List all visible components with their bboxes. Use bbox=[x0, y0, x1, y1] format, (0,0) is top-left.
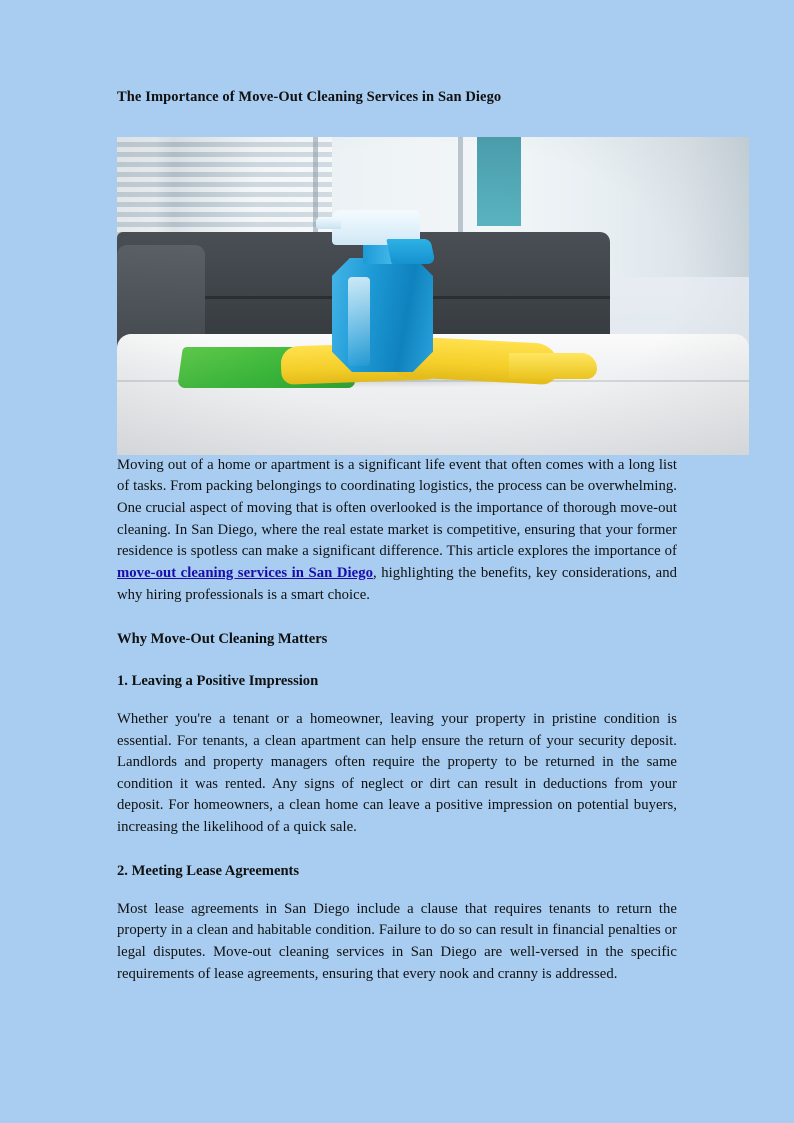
page-title: The Importance of Move-Out Cleaning Services in San Diego bbox=[117, 89, 502, 105]
intro-text-part-2: , highlighting the benefits, key considerations, and why hiring professionals is a smart choice. bbox=[117, 564, 677, 603]
intro-text-part-1: Moving out of a home or apartment is a significant life event that often comes with a long list of tasks. From packing belongings to coordinating logistics, the process can be overwhelming. One crucial aspect of moving that is often overlooked is the importance of thorough move-out cleaning. In San Diego, where the real estate market is competitive, ensuring that your former residence is spotless can make a significant difference. This article explores the importance of bbox=[117, 456, 677, 560]
subsection-body-leaving-a-positive-impression: Whether you're a tenant or a homeowner, leaving your property in pristine condition is essential. For tenants, a clean apartment can help ensure the return of your security deposit. Landlords and property managers often require the property to be returned in the same condition it was rented. Any signs of neglect or dirt can result in deductions from your deposit. For homeowners, a clean home can leave a positive impression on potential buyers, increasing the likelihood of a quick sale. bbox=[117, 711, 677, 836]
subsection-body-meeting-lease-agreements: Most lease agreements in San Diego include a clause that requires tenants to return the property in a clean and habitable condition. Failure to do so can result in financial penalties or legal disputes. Move-out cleaning services in San Diego are well-versed in the specific requirements of lease agreements, ensuring that every nook and cranny is addressed. bbox=[117, 900, 677, 982]
document-content bbox=[117, 88, 677, 985]
subsection-heading-meeting-lease-agreements: 2. Meeting Lease Agreements bbox=[117, 862, 300, 879]
intro-paragraph bbox=[117, 455, 677, 606]
hero-image bbox=[117, 137, 749, 455]
move-out-cleaning-link[interactable]: move-out cleaning services in San Diego bbox=[117, 564, 374, 581]
section-heading-why-move-out-cleaning-matters: Why Move-Out Cleaning Matters bbox=[117, 631, 328, 648]
subsection-heading-leaving-a-positive-impression: 1. Leaving a Positive Impression bbox=[117, 673, 319, 690]
photo-vignette bbox=[117, 137, 749, 455]
